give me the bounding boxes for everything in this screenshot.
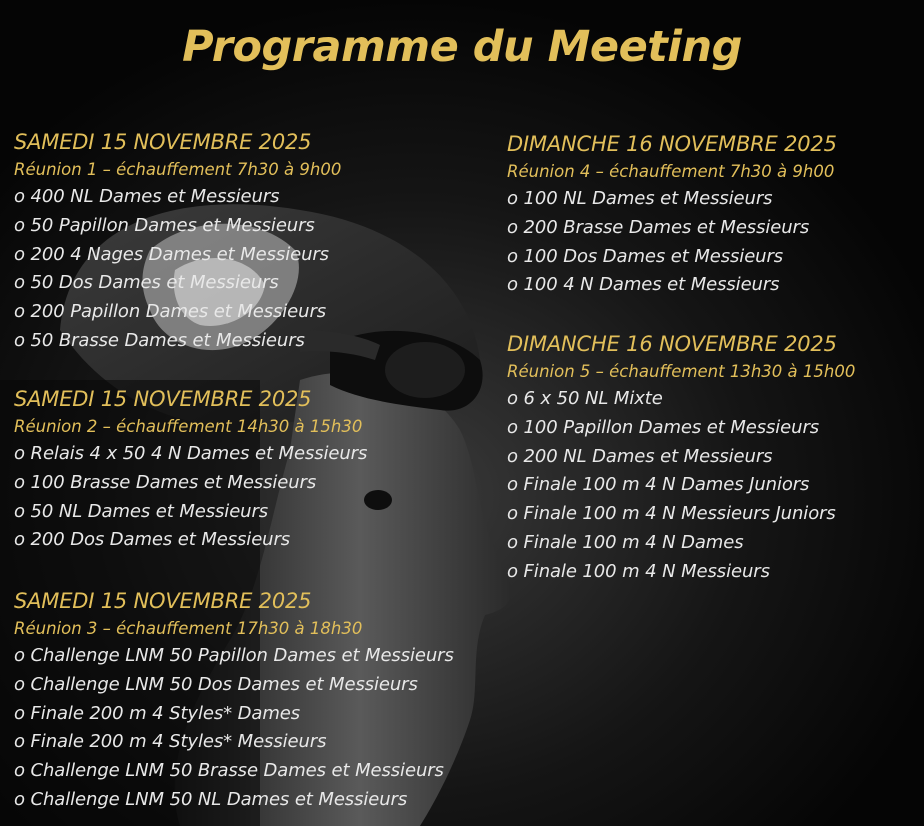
session-reunion: Réunion 5 – échauffement 13h30 à 15h00	[507, 362, 856, 381]
event-item: o Finale 200 m 4 Styles* Dames	[14, 702, 301, 724]
event-item: o Challenge LNM 50 Brasse Dames et Messieurs	[14, 760, 444, 782]
event-item: o Finale 100 m 4 N Messieurs	[507, 560, 770, 582]
session-1	[14, 128, 341, 356]
session-day: SAMEDI 15 NOVEMBRE 2025	[14, 130, 312, 154]
session-2	[14, 385, 367, 555]
event-item: o 100 4 N Dames et Messieurs	[507, 274, 780, 296]
event-item: o 200 Dos Dames et Messieurs	[14, 529, 291, 551]
event-item: o 100 Dos Dames et Messieurs	[507, 245, 784, 267]
event-item: o Finale 100 m 4 N Dames Juniors	[507, 474, 810, 496]
event-item: o Finale 100 m 4 N Dames	[507, 531, 744, 553]
event-item: o 50 Dos Dames et Messieurs	[14, 272, 279, 294]
event-item: o 100 NL Dames et Messieurs	[507, 188, 773, 209]
session-day: DIMANCHE 16 NOVEMBRE 2025	[507, 132, 837, 156]
event-item: o 50 Papillon Dames et Messieurs	[14, 214, 315, 236]
session-5	[507, 330, 855, 587]
event-item: o 200 NL Dames et Messieurs	[507, 445, 773, 467]
event-item: o 200 4 Nages Dames et Messieurs	[14, 243, 329, 265]
event-item: o 400 NL Dames et Messieurs	[14, 186, 280, 207]
event-list	[14, 642, 454, 815]
event-item: o Finale 100 m 4 N Messieurs Juniors	[507, 503, 836, 525]
event-item: o 100 Brasse Dames et Messieurs	[14, 471, 317, 493]
event-item: o Finale 200 m 4 Styles* Messieurs	[14, 731, 327, 753]
session-reunion: Réunion 1 – échauffement 7h30 à 9h00	[14, 160, 342, 179]
session-4	[507, 130, 837, 300]
event-item: o Challenge LNM 50 NL Dames et Messieurs	[14, 788, 408, 810]
event-item: o 200 Papillon Dames et Messieurs	[14, 301, 327, 323]
event-item: o 100 Papillon Dames et Messieurs	[507, 416, 820, 438]
event-list	[507, 185, 837, 300]
session-day: SAMEDI 15 NOVEMBRE 2025	[14, 387, 312, 411]
event-item: o 6 x 50 NL Mixte	[507, 388, 663, 409]
page-title: Programme du Meeting	[182, 22, 742, 72]
event-item: o Challenge LNM 50 Dos Dames et Messieurs	[14, 673, 418, 695]
event-list	[14, 183, 341, 356]
event-list	[14, 440, 367, 555]
event-item: o 200 Brasse Dames et Messieurs	[507, 216, 810, 238]
event-item: o 50 Brasse Dames et Messieurs	[14, 329, 305, 351]
session-reunion: Réunion 2 – échauffement 14h30 à 15h30	[14, 417, 363, 436]
event-item: o Challenge LNM 50 Papillon Dames et Messieurs	[14, 645, 454, 666]
session-reunion: Réunion 3 – échauffement 17h30 à 18h30	[14, 619, 363, 638]
event-item: o 50 NL Dames et Messieurs	[14, 500, 269, 522]
session-3	[14, 587, 454, 815]
session-day: DIMANCHE 16 NOVEMBRE 2025	[507, 332, 837, 356]
event-list	[507, 385, 855, 587]
session-day: SAMEDI 15 NOVEMBRE 2025	[14, 589, 312, 613]
session-reunion: Réunion 4 – échauffement 7h30 à 9h00	[507, 162, 835, 181]
event-item: o Relais 4 x 50 4 N Dames et Messieurs	[14, 443, 368, 464]
